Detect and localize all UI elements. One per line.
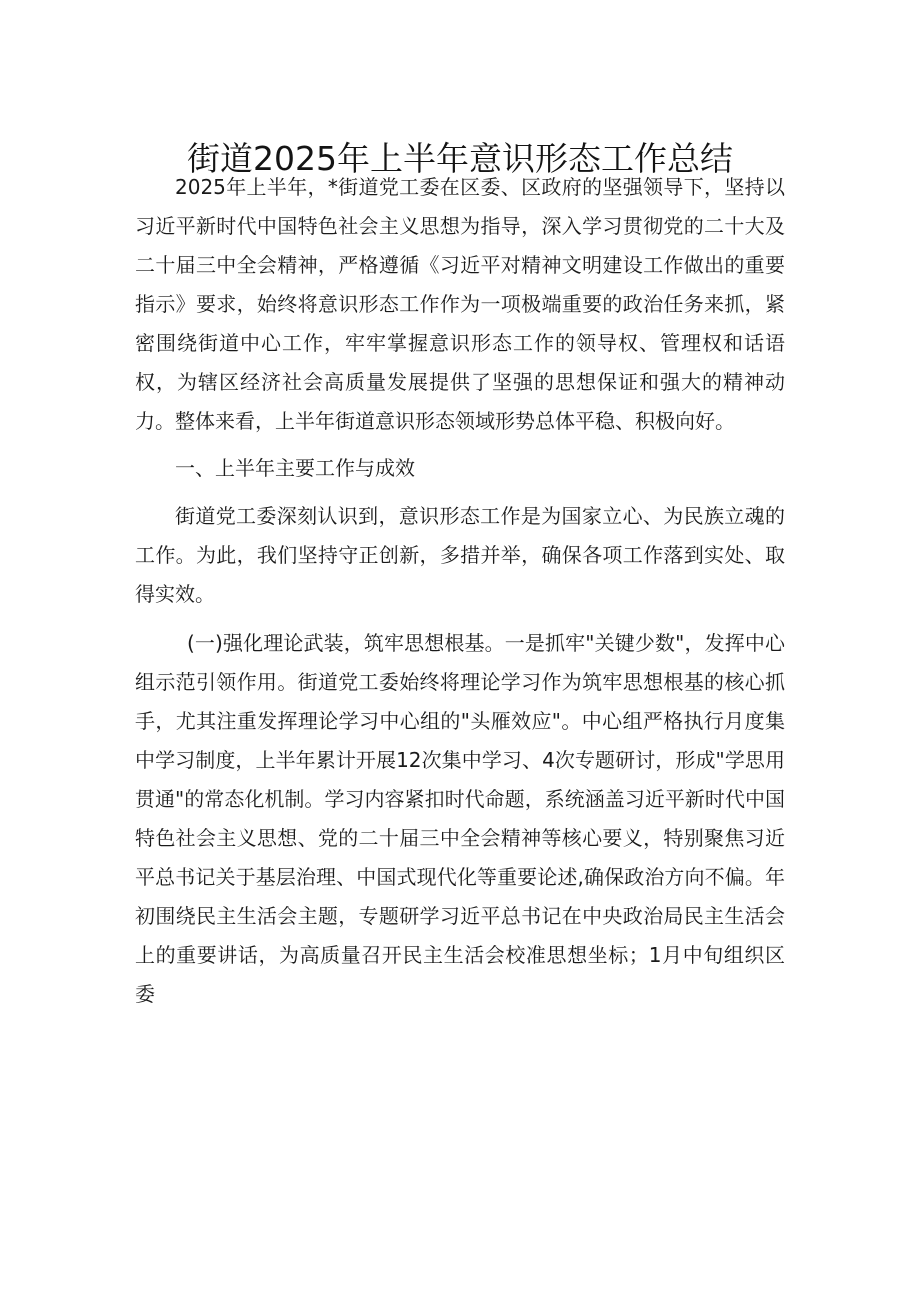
section-intro-paragraph: 街道党工委深刻认识到，意识形态工作是为国家立心、为民族立魂的工作。为此，我们坚持守正创新，多措并举，确保各项工作落到实处、取得实效。 [135,504,785,606]
document-title: 街道2025年上半年意识形态工作总结 [187,139,733,178]
document-body [135,168,785,1014]
section-heading: 一、上半年主要工作与成效 [175,456,415,480]
intro-paragraph: 2025年上半年，*街道党工委在区委、区政府的坚强领导下，坚持以习近平新时代中国特色社会主义思想为指导，深入学习贯彻党的二十大及二十届三中全会精神，严格遵循《习近平对精神文明建设工作做出的重要指示》要求，始终将意识形态工作作为一项极端重要的政治任务来抓，紧密围绕街道中心工作，牢牢掌握意识形态工作的领导权、管理权和话语权，为辖区经济社会高质量发展提供了坚强的思想保证和强大的精神动力。整体来看，上半年街道意识形态领域形势总体平稳、积极向好。 [135,175,785,433]
subsection-paragraph: (一)强化理论武装，筑牢思想根基。一是抓牢"关键少数"，发挥中心组示范引领作用。街道党工委始终将理论学习作为筑牢思想根基的核心抓手，尤其注重发挥理论学习中心组的"头雁效应"。中心组严格执行月度集中学习制度，上半年累计开展12次集中学习、4次专题研讨，形成"学思用贯通"的常态化机制。学习内容紧扣时代命题，系统涵盖习近平新时代中国特色社会主义思想、党的二十届三中全会精神等核心要义，特别聚焦习近平总书记关于基层治理、中国式现代化等重要论述,确保政治方向不偏。年初围绕民主生活会主题，专题研学习近平总书记在中央政治局民主生活会上的重要讲话，为高质量召开民主生活会校准思想坐标；1月中旬组织区委 [135,631,785,1006]
